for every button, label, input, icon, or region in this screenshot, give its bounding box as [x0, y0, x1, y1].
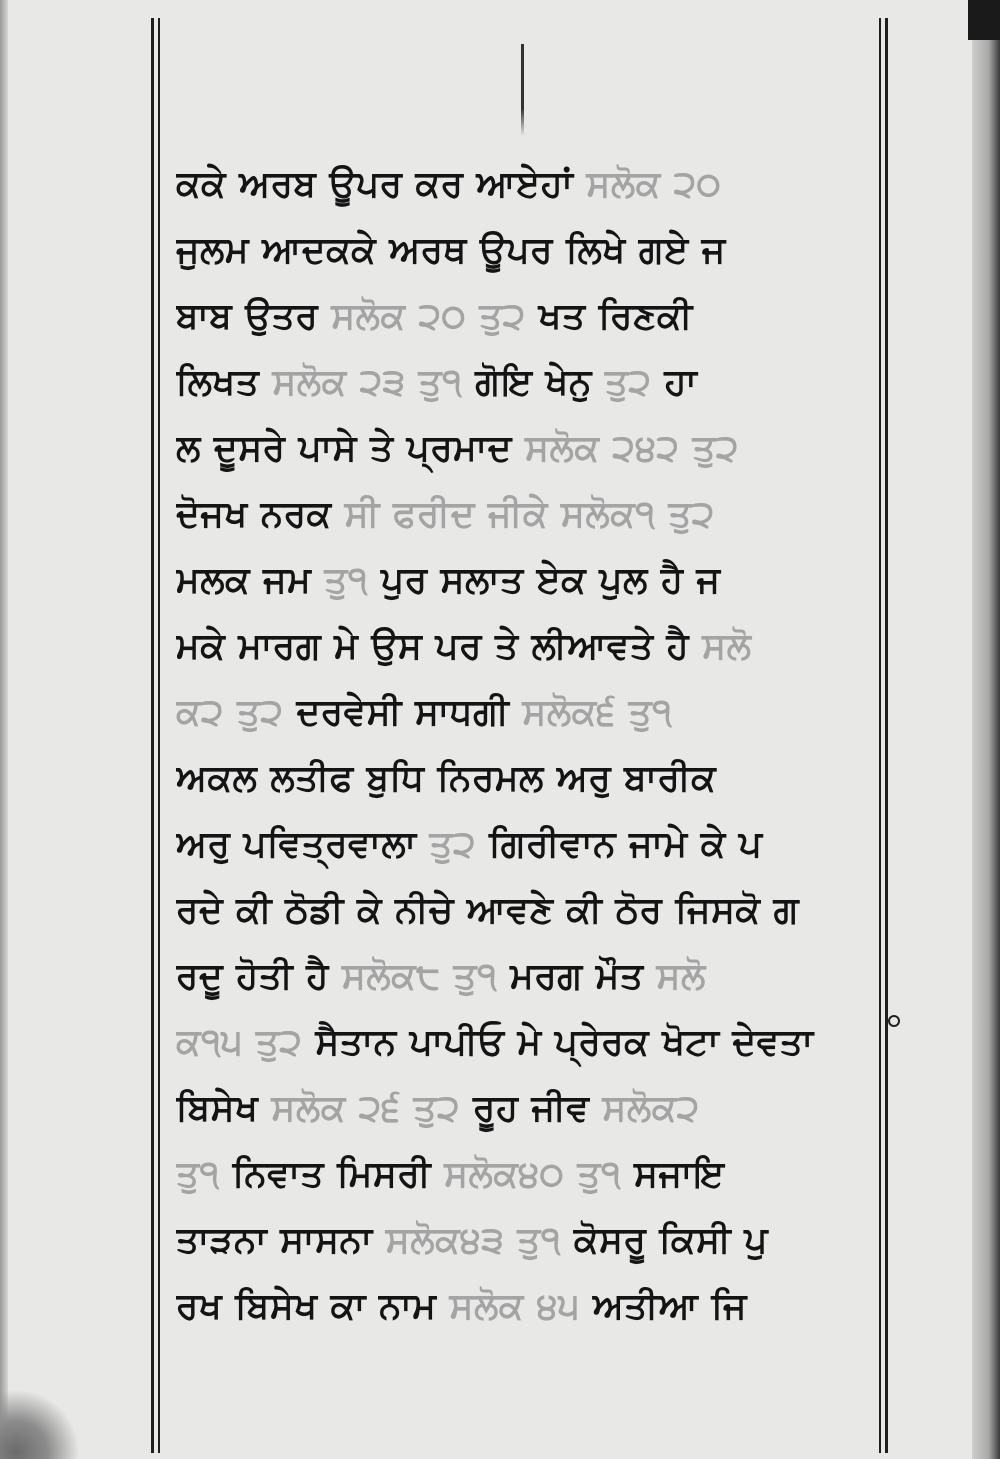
rubric-text: ਸਲੋ — [702, 626, 752, 667]
body-text: ਮਲਕ ਜਮ — [176, 560, 325, 601]
rubric-text: ਸਲੋਕ ੨੩ ਤੁ੧ — [272, 362, 476, 403]
rubric-text: ਸਲੋਕ੨ — [602, 1088, 700, 1129]
rubric-text: ਸਲੋਕ ੪੫ — [449, 1286, 593, 1327]
body-text: ਦੋਜਖ ਨਰਕ — [176, 494, 345, 535]
body-text: ਅਰੁ ਪਵਿਤ੍ਰਵਾਲਾ — [176, 824, 430, 865]
rubric-text: ਸਲੋਕ ੨੦ ਤੁ੨ — [331, 296, 539, 337]
rubric-text: ਕ੨ ਤੁ੨ — [176, 692, 297, 733]
body-text: ਹਾ — [664, 362, 698, 403]
manuscript-line — [176, 218, 876, 284]
manuscript-line — [176, 416, 876, 482]
left-margin-rule-inner — [158, 18, 160, 1453]
rubric-text: ਤੁ੨ — [429, 824, 489, 865]
rubric-text: ਸਲੋਕ ੨੦ — [586, 164, 722, 205]
rubric-text: ਸਲੋਕ੮ ਤੁ੧ — [341, 956, 511, 997]
body-text: ਰੂਹ ਜੀਵ — [473, 1088, 603, 1129]
body-text: ਗਿਰੀਵਾਨ ਜਾਮੇ ਕੇ ਪ — [489, 824, 763, 865]
thumb-shadow — [0, 1389, 80, 1459]
body-text: ਸੈਤਾਨ ਪਾਪੀਓ ਮੇ ਪ੍ਰੇਰਕ ਖੋਟਾ ਦੇਵਤਾ — [315, 1022, 814, 1063]
manuscript-line — [176, 1208, 876, 1274]
rubric-text: ਤੁ੧ — [176, 1154, 233, 1195]
body-text: ਰਖ ਬਿਸੇਖ ਕਾ ਨਾਮ — [176, 1286, 450, 1327]
rubric-text: ਸੀ ਫਰੀਦ ਜੀਕੇ ਸਲੋਕ੧ ਤੁ੨ — [344, 494, 715, 535]
manuscript-line — [176, 680, 876, 746]
manuscript-line — [176, 284, 876, 350]
manuscript-line — [176, 878, 876, 944]
body-text: ਮਰਗ ਮੌਤ — [510, 956, 657, 997]
body-text: ਕੋਸਰੂ ਕਿਸੀ ਪੁ — [573, 1220, 769, 1261]
body-text: ਰਦੂ ਹੋਤੀ ਹੈ — [176, 956, 342, 997]
top-ink-mark — [521, 44, 524, 136]
body-text: ਪੁਰ ਸਲਾਤ ਏਕ ਪੁਲ ਹੈ ਜ — [380, 560, 721, 601]
left-margin-rule-outer — [151, 18, 154, 1453]
body-text: ਅਕਲ ਲਤੀਫ ਬੁਧਿ ਨਿਰਮਲ ਅਰੁ ਬਾਰੀਕ — [176, 758, 717, 799]
body-text: ਰਦੇ ਕੀ ਠੋਡੀ ਕੇ ਨੀਚੇ ਆਵਣੇ ਕੀ ਠੋਰ ਜਿਸਕੋ ਗ — [176, 890, 800, 931]
body-text: ਮਕੇ ਮਾਰਗ ਮੇ ਉਸ ਪਰ ਤੇ ਲੀਆਵਤੇ ਹੈ — [176, 626, 703, 667]
body-text: ਸਜਾਇ — [634, 1154, 725, 1195]
manuscript-text-block — [176, 152, 876, 1340]
body-text: ਜੁਲਮ ਆਦਕਕੇ ਅਰਥ ਊਪਰ ਲਿਖੇ ਗਏ ਜ — [176, 230, 726, 271]
body-text: ਖਤ ਰਿਣਕੀ — [538, 296, 693, 337]
manuscript-line — [176, 812, 876, 878]
manuscript-line — [176, 614, 876, 680]
rubric-text: ਸਲੋਕ ੨੬ ਤੁ੨ — [271, 1088, 474, 1129]
body-text: ਲਿਖਤ — [176, 362, 273, 403]
manuscript-line — [176, 1274, 876, 1340]
right-margin-rule-inner — [879, 18, 881, 1453]
rubric-text: ਸਲੋਕ੬ ਤੁ੧ — [522, 692, 673, 733]
manuscript-line — [176, 548, 876, 614]
body-text: ਕਕੇ ਅਰਬ ਊਪਰ ਕਰ ਆਏਹਾਂ — [176, 164, 587, 205]
scan-left-edge — [0, 0, 8, 1459]
manuscript-line — [176, 746, 876, 812]
manuscript-line — [176, 482, 876, 548]
body-text: ਲ ਦੂਸਰੇ ਪਾਸੇ ਤੇ ਪ੍ਰਮਾਦ — [176, 428, 526, 469]
body-text: ਨਿਵਾਤ ਮਿਸਰੀ — [232, 1154, 445, 1195]
manuscript-line — [176, 350, 876, 416]
right-margin-rule-outer — [885, 18, 888, 1453]
body-text: ਬਾਬ ਉਤਰ — [176, 296, 332, 337]
body-text: ਅਤੀਆ ਜਿ — [592, 1286, 747, 1327]
manuscript-line — [176, 1076, 876, 1142]
scan-corner-tab — [968, 0, 1000, 40]
body-text: ਗੋਇ ਖੇਨੁ — [475, 362, 605, 403]
scan-right-edge — [972, 0, 1000, 1459]
rubric-text: ਸਲੋਕ੪੦ ਤੁ੧ — [444, 1154, 635, 1195]
rubric-text: ਕ੧੫ ਤੁ੨ — [176, 1022, 316, 1063]
margin-dot-mark — [888, 1015, 900, 1027]
manuscript-line — [176, 944, 876, 1010]
body-text: ਤਾੜਨਾ ਸਾਸਨਾ — [176, 1220, 386, 1261]
manuscript-line — [176, 152, 876, 218]
manuscript-line — [176, 1010, 876, 1076]
rubric-text: ਸਲੋਕ੪੩ ਤੁ੧ — [385, 1220, 574, 1261]
rubric-text: ਤੁ੨ — [604, 362, 665, 403]
rubric-text: ਸਲੋਕ ੨੪੨ ਤੁ੨ — [525, 428, 739, 469]
rubric-text: ਸਲੋ — [656, 956, 706, 997]
body-text: ਬਿਸੇਖ — [176, 1088, 272, 1129]
manuscript-line — [176, 1142, 876, 1208]
rubric-text: ਤੁ੧ — [324, 560, 381, 601]
body-text: ਦਰਵੇਸੀ ਸਾਧਗੀ — [296, 692, 523, 733]
